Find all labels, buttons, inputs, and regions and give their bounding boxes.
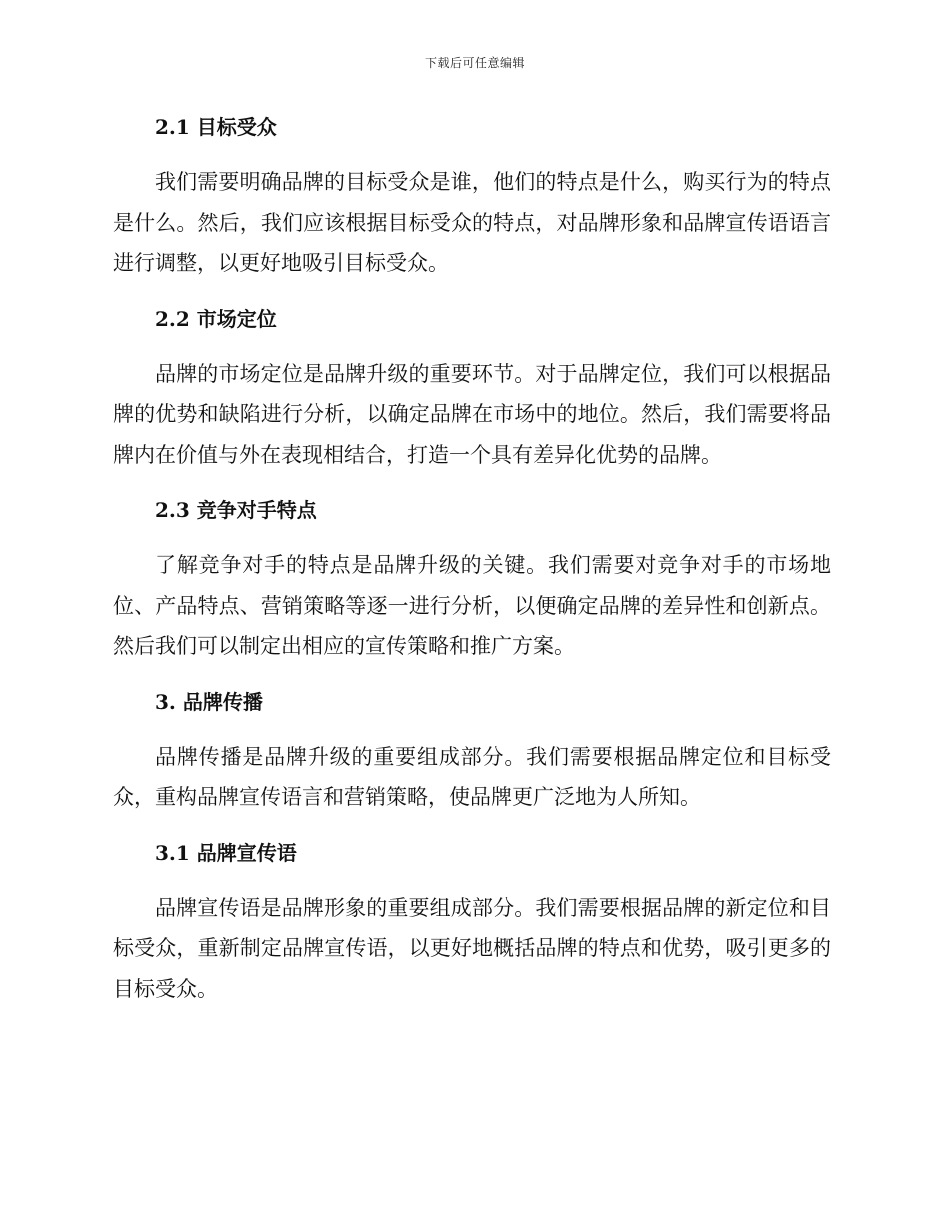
section-heading-2-1: 2.1 目标受众 <box>155 115 277 139</box>
section-heading-2-3: 2.3 竞争对手特点 <box>155 498 317 522</box>
header-note: 下载后可任意编辑 <box>424 56 525 70</box>
section-heading-3-1: 3.1 品牌宣传语 <box>155 840 297 865</box>
section-paragraph-3: 品牌传播是品牌升级的重要组成部分。我们需要根据品牌定位和目标受众，重构品牌宣传语言和营销策略，使品牌更广泛地为人所知。 <box>113 744 831 809</box>
section-heading-3: 3. 品牌传播 <box>155 689 263 714</box>
section-paragraph-2-1: 我们需要明确品牌的目标受众是谁，他们的特点是什么，购买行为的特点是什么。然后，我们应该根据目标受众的特点，对品牌形象和品牌宣传语语言进行调整，以更好地吸引目标受众。 <box>113 170 831 275</box>
section-paragraph-3-1: 品牌宣传语是品牌形象的重要组成部分。我们需要根据品牌的新定位和目标受众，重新制定品牌宣传语，以更好地概括品牌的特点和优势，吸引更多的目标受众。 <box>113 895 831 1001</box>
section-paragraph-2-2: 品牌的市场定位是品牌升级的重要环节。对于品牌定位，我们可以根据品牌的优势和缺陷进行分析，以确定品牌在市场中的地位。然后，我们需要将品牌内在价值与外在表现相结合，打造一个具有差异化优势的品牌。 <box>113 361 831 467</box>
section-heading-2-2: 2.2 市场定位 <box>155 306 277 331</box>
section-paragraph-2-3: 了解竞争对手的特点是品牌升级的关键。我们需要对竞争对手的市场地位、产品特点、营销策略等逐一进行分析，以便确定品牌的差异性和创新点。然后我们可以制定出相应的宣传策略和推广方案。 <box>113 553 831 658</box>
document-body <box>113 108 831 1009</box>
